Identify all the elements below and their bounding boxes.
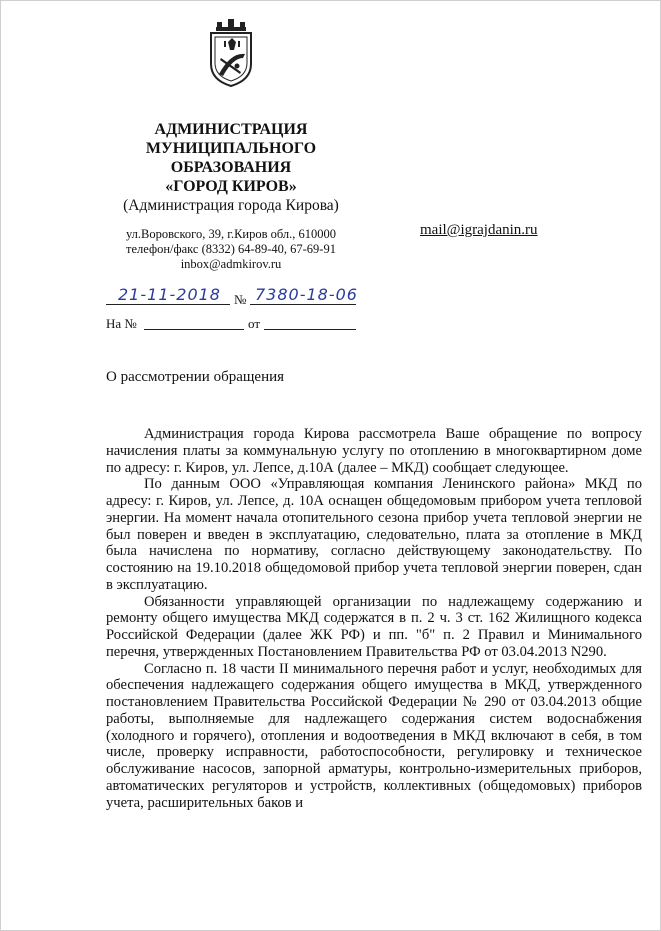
org-short-name: (Администрация города Кирова) <box>123 197 339 214</box>
number-label: № <box>234 292 247 307</box>
coat-of-arms-icon <box>207 14 255 88</box>
ref-date-underline <box>264 329 356 330</box>
org-phone: телефон/факс (8332) 64-89-40, 67-69-91 <box>126 242 336 256</box>
date-underline <box>106 304 230 305</box>
org-name-line-2: МУНИЦИПАЛЬНОГО <box>145 140 317 157</box>
recipient-email: mail@igrajdanin.ru <box>420 222 538 238</box>
number-underline <box>250 304 356 305</box>
ref-number-label: На № <box>106 316 137 331</box>
registration-number: 7380-18-06 <box>255 285 358 304</box>
body-paragraph-3: Обязанности управляющей организации по надлежащему содержанию и ремонту общего имущества МКД содержатся в п. 2 ч. 3 ст. 162 Жилищного кодекса Российской Федерации (далее ЖК РФ) и пп. "б" п. 2 Правил и Минимального перечня, утвержденных Постановлением Правительства РФ от 03.04.2013 N290. <box>106 593 642 660</box>
org-email: inbox@admkirov.ru <box>180 257 282 271</box>
registration-date: 21-11-2018 <box>118 285 221 304</box>
body-paragraph-1: Администрация города Кирова рассмотрела Ваше обращение по вопросу начисления платы за коммунальную услугу по отоплению в многоквартирном доме по адресу: г. Киров, ул. Лепсе, д.10А (далее – МКД) сообщает следующее. <box>106 426 642 476</box>
org-contacts <box>95 227 367 272</box>
org-name-line-3: ОБРАЗОВАНИЯ <box>170 159 292 176</box>
ref-number-underline <box>144 329 244 330</box>
ref-from-label: от <box>248 316 261 331</box>
org-address: ул.Воровского, 39, г.Киров обл., 610000 <box>125 227 337 241</box>
letter-body <box>106 426 642 811</box>
body-paragraph-2: По данным ООО «Управляющая компания Ленинского района» МКД по адресу: г. Киров, ул. Лепсе, д. 10А оснащен общедомовым прибором учета тепловой энергии. На момент начала отопительного сезона прибор учета тепловой энергии не был поверен и введен в эксплуатацию, следовательно, плата за отопление в МКД была начислена по нормативу, согласно действующему законодательству. По состоянию на 19.10.2018 общедомовой прибор учета тепловой энергии поверен, сдан в эксплуатацию. <box>106 476 642 593</box>
organization-block <box>95 120 367 215</box>
org-name-line-4: «ГОРОД КИРОВ» <box>165 178 297 195</box>
org-name-line-1: АДМИНИСТРАЦИЯ <box>154 121 308 138</box>
letter-subject: О рассмотрении обращения <box>106 369 285 385</box>
body-paragraph-4: Согласно п. 18 части II минимального перечня работ и услуг, необходимых для обеспечения надлежащего содержания общего имущества в МКД, утвержденного постановлением Правительства Российской Федерации № 290 от 03.04.2013 общие работы, выполняемые для надлежащего содержания систем водоснабжения (холодного и горячего), отопления и водоотведения в МКД включают в себя, в том числе, проверку исправности, работоспособности, регулировку и техническое обслуживание насосов, запорной арматуры, контрольно-измерительных приборов, автоматических регуляторов и устройств, коллективных (общедомовых) приборов учета, расширительных баков и <box>106 660 642 811</box>
